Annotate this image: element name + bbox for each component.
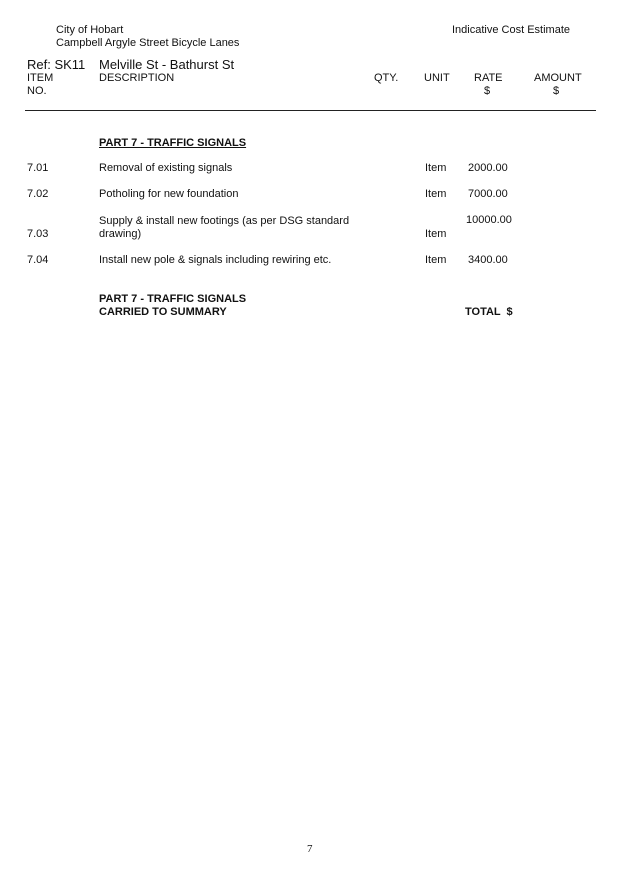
header-divider [25, 110, 596, 111]
col-rate-header: RATE [474, 72, 503, 84]
item-unit: Item [425, 228, 447, 240]
col-qty-header: QTY. [374, 72, 399, 84]
document-type: Indicative Cost Estimate [452, 24, 570, 36]
org-name: City of Hobart [56, 24, 124, 36]
col-rate-currency: $ [484, 85, 491, 97]
reference: Ref: SK11 [27, 57, 86, 72]
summary-carried: CARRIED TO SUMMARY [99, 306, 227, 318]
total-label: TOTAL $ [465, 306, 513, 318]
col-amount-currency: $ [553, 85, 560, 97]
item-rate: 7000.00 [468, 188, 508, 200]
col-item-header: ITEM [27, 72, 54, 84]
item-number: 7.02 [27, 188, 49, 200]
item-rate: 2000.00 [468, 162, 508, 174]
item-unit: Item [425, 188, 447, 200]
item-number: 7.01 [27, 162, 49, 174]
item-description: Removal of existing signals [99, 162, 233, 174]
project-name: Campbell Argyle Street Bicycle Lanes [56, 37, 240, 49]
col-amount-header: AMOUNT [534, 72, 582, 84]
summary-title: PART 7 - TRAFFIC SIGNALS [99, 293, 247, 305]
item-unit: Item [425, 162, 447, 174]
item-unit: Item [425, 254, 447, 266]
item-description-cont: drawing) [99, 228, 142, 240]
item-description: Potholing for new foundation [99, 188, 239, 200]
page-number: 7 [307, 843, 313, 855]
col-unit-header: UNIT [424, 72, 450, 84]
item-description: Supply & install new footings (as per DSG standard [99, 215, 350, 227]
item-number: 7.03 [27, 228, 49, 240]
col-description-header: DESCRIPTION [99, 72, 175, 84]
location-title: Melville St - Bathurst St [99, 57, 235, 72]
item-description: Install new pole & signals including rewiring etc. [99, 254, 332, 266]
item-rate: 10000.00 [466, 214, 512, 226]
section-title: PART 7 - TRAFFIC SIGNALS [99, 137, 247, 149]
item-number: 7.04 [27, 254, 49, 266]
item-rate: 3400.00 [468, 254, 508, 266]
col-item-header-no: NO. [27, 85, 47, 97]
